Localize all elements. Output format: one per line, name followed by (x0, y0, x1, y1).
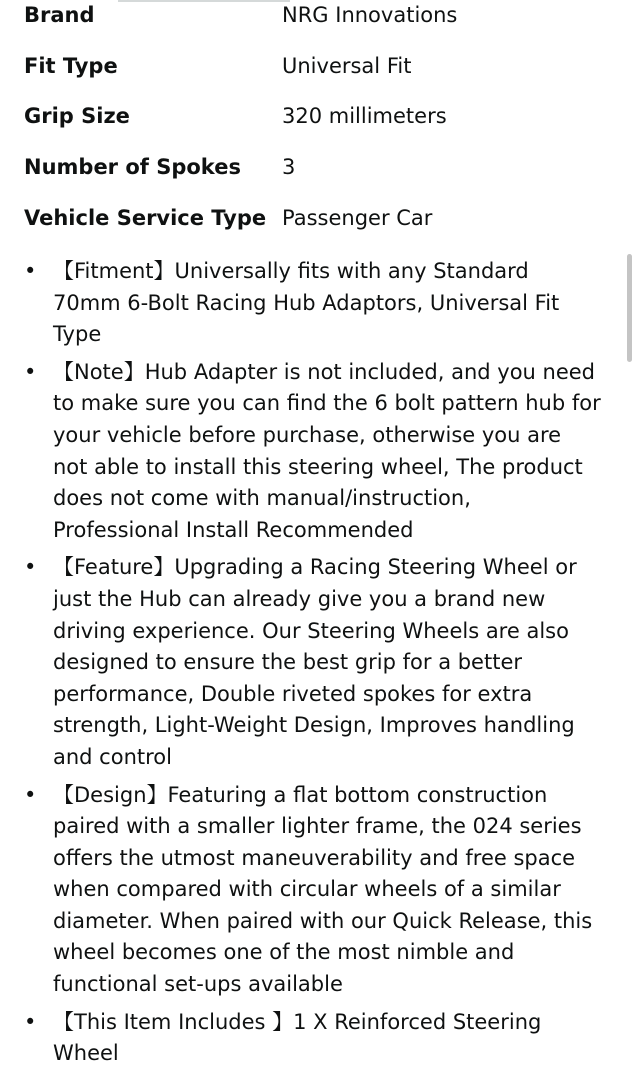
about-this-item-list (0, 256, 610, 1076)
bullet-text: 【This Item Includes 】1 X Reinforced Steering Wheel (53, 1009, 542, 1066)
list-item (0, 552, 610, 773)
spec-row-grip-size (24, 91, 614, 142)
list-item (0, 256, 610, 351)
bullet-dot-icon: • (24, 1009, 37, 1034)
list-item (0, 357, 610, 547)
spec-value: NRG Innovations (282, 3, 458, 28)
list-item (0, 1007, 610, 1070)
spec-value: 320 millimeters (282, 104, 447, 129)
vertical-scrollbar[interactable] (627, 254, 632, 362)
bullet-text: 【Fitment】Universally fits with any Standard 70mm 6-Bolt Racing Hub Adaptors, Universal Fit Type (53, 259, 560, 347)
spec-value: Passenger Car (282, 205, 433, 230)
spec-row-vehicle-service-type (24, 192, 614, 243)
bullet-text: 【Note】Hub Adapter is not included, and you need to make sure you can find the 6 bolt pattern hub for your vehicle before purchase, otherwise you are not able to install this steering wheel, The product does not come with manual/instruction, Professional Install Recommended (53, 359, 601, 542)
spec-value: Universal Fit (282, 53, 412, 78)
spec-value: 3 (282, 155, 296, 180)
bullet-text: 【Feature】Upgrading a Racing Steering Wheel or just the Hub can already give you a brand new driving experience. Our Steering Wheels are also designed to ensure the best grip for a better performance, Double riveted spokes for extra strength, Light-Weight Design, Improves handling and control (53, 555, 577, 769)
bullet-dot-icon: • (24, 359, 37, 384)
spec-row-brand (24, 0, 614, 41)
bullet-dot-icon: • (24, 259, 37, 283)
list-item (0, 780, 610, 1001)
product-specs-table (24, 0, 614, 243)
spec-row-fit-type (24, 41, 614, 92)
spec-label: Fit Type (24, 53, 118, 78)
bullet-dot-icon: • (24, 555, 37, 580)
bullet-dot-icon: • (24, 782, 37, 807)
spec-label: Vehicle Service Type (24, 205, 267, 230)
spec-label: Brand (24, 3, 95, 28)
spec-row-number-of-spokes (24, 142, 614, 193)
bullet-text: 【Design】Featuring a flat bottom construction paired with a smaller lighter frame, the 024 series offers the utmost maneuverability and free space when compared with circular wheels of a similar diameter. When paired with our Quick Release, this wheel becomes one of the most nimble and functional set-ups available (53, 782, 593, 997)
spec-label: Number of Spokes (24, 155, 241, 180)
spec-label: Grip Size (24, 104, 130, 129)
